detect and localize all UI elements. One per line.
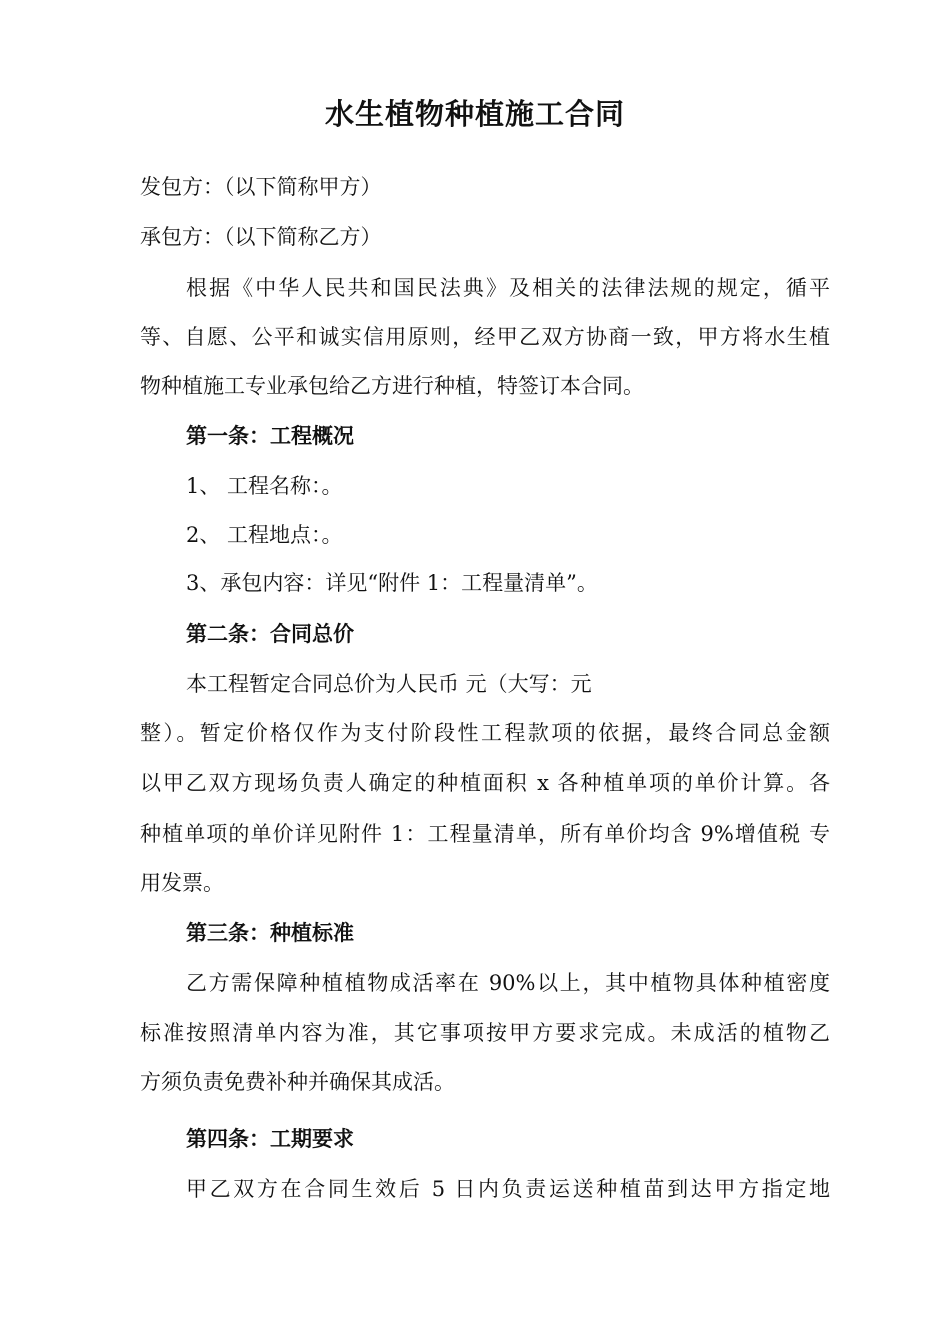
article-1-heading: 第一条：工程概况: [186, 423, 354, 448]
article-2-line-4: 种植单项的单价详见附件 1：工程量清单，所有单价均含 9%增值税 专: [140, 822, 830, 846]
intro-line-2: 等、自愿、公平和诚实信用原则，经甲乙双方协商一致，甲方将水生植: [140, 325, 830, 349]
intro-line-1: 根据《中华人民共和国民法典》及相关的法律法规的规定，循平: [186, 276, 830, 300]
article-3-line-1: 乙方需保障种植植物成活率在 90%以上，其中植物具体种植密度: [186, 971, 830, 995]
article-2-line-5: 用发票。: [140, 871, 224, 895]
intro-line-3: 物种植施工专业承包给乙方进行种植，特签订本合同。: [140, 374, 644, 398]
article-1-item-1: 1、 工程名称：。: [186, 474, 343, 498]
party-b-line: 承包方：（以下简称乙方）: [140, 225, 382, 249]
document-title: 水生植物种植施工合同: [324, 97, 625, 131]
article-1-item-3: 3、承包内容：详见“附件 1：工程量清单”。: [186, 571, 598, 595]
article-3-heading: 第三条：种植标准: [186, 920, 354, 945]
article-3-line-2: 标准按照清单内容为准，其它事项按甲方要求完成。未成活的植物乙: [140, 1021, 830, 1045]
article-2-line-2: 整）。暂定价格仅作为支付阶段性工程款项的依据，最终合同总金额: [140, 721, 830, 745]
article-1-item-2: 2、 工程地点：。: [186, 523, 343, 547]
party-a-line: 发包方：（以下简称甲方）: [140, 175, 382, 199]
article-4-heading: 第四条：工期要求: [186, 1126, 354, 1151]
article-4-line-1: 甲乙双方在合同生效后 5 日内负责运送种植苗到达甲方指定地: [186, 1177, 830, 1201]
article-3-line-3: 方须负责免费补种并确保其成活。: [140, 1070, 455, 1094]
article-2-heading: 第二条：合同总价: [186, 621, 354, 646]
article-2-line-1: 本工程暂定合同总价为人民币 元（大写：元: [186, 672, 592, 696]
article-2-line-3: 以甲乙双方现场负责人确定的种植面积 x 各种植单项的单价计算。各: [140, 771, 830, 795]
